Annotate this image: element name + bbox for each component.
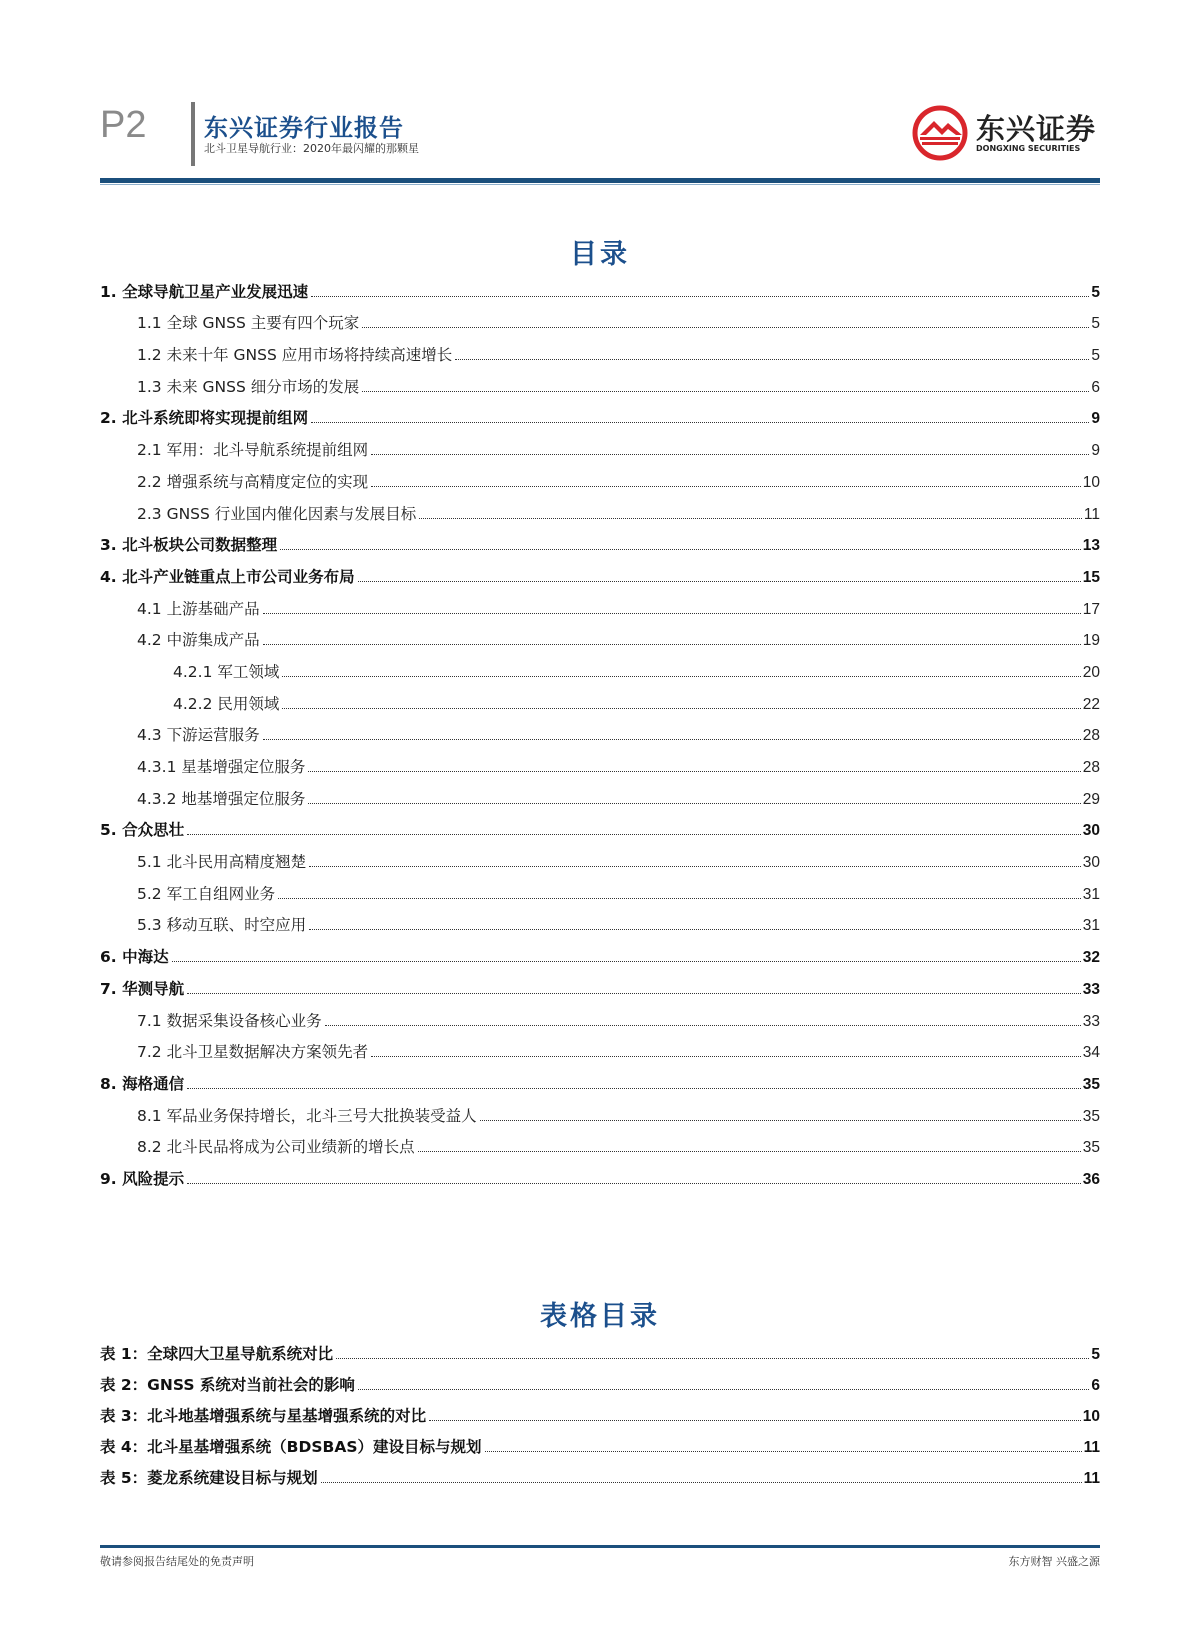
toc-entry[interactable] [100,714,1100,746]
header-rule-thin [100,184,1100,185]
toc-entry[interactable] [100,872,1100,904]
entry-page-number: 30 [1082,854,1100,872]
entry-page-number: 20 [1082,663,1100,681]
dot-leader [308,803,1080,804]
dot-leader [172,961,1081,962]
logo-en-text: DONGXING SECURITIES [976,143,1081,153]
entry-label: 9. 风险提示 [100,1169,185,1188]
entry-label: 表 2：GNSS 系统对当前社会的影响 [100,1376,355,1394]
entry-page-number: 31 [1082,885,1100,903]
entry-page-number: 35 [1082,1139,1100,1157]
entry-label: 5.1 北斗民用高精度翘楚 [137,853,307,872]
toc-entry[interactable] [100,650,1100,682]
entry-label: 4.2.1 军工领域 [173,662,280,681]
table-entry[interactable] [100,1426,1100,1457]
dot-leader [371,454,1089,455]
dot-leader [280,549,1081,550]
entry-label: 5. 合众思壮 [100,821,185,840]
entry-label: 8. 海格通信 [100,1074,185,1093]
header-rule [100,178,1100,183]
toc-entry[interactable] [100,840,1100,872]
entry-label: 4.3.2 地基增强定位服务 [137,789,306,808]
entry-page-number: 15 [1082,568,1100,586]
toc-entry[interactable] [100,967,1100,999]
toc-entry[interactable] [100,1031,1100,1063]
dot-leader [311,296,1089,297]
tables-toc-title: 表格目录 [540,1301,660,1332]
company-logo [912,105,1096,161]
dot-leader [263,644,1081,645]
dot-leader [480,1120,1081,1121]
entry-label: 4.1 上游基础产品 [137,599,260,618]
entry-label: 5.3 移动互联、时空应用 [137,916,307,935]
dot-leader [263,739,1081,740]
dot-leader [362,327,1089,328]
entry-page-number: 33 [1082,1012,1100,1030]
entry-page-number: 28 [1082,727,1100,745]
footer-rule [100,1545,1100,1548]
entry-label: 1.3 未来 GNSS 细分市场的发展 [137,377,360,396]
entry-label: 6. 中海达 [100,948,169,967]
toc-entry[interactable] [100,1157,1100,1189]
dot-leader [371,1056,1081,1057]
toc-entry[interactable] [100,619,1100,651]
dot-leader [187,834,1081,835]
toc-entry[interactable] [100,587,1100,619]
toc-title: 目录 [570,239,630,270]
entry-label: 7.2 北斗卫星数据解决方案领先者 [137,1043,369,1062]
entry-page-number: 9 [1091,442,1100,460]
entry-label: 4.2 中游集成产品 [137,631,260,650]
entry-page-number: 35 [1082,1075,1100,1093]
entry-page-number: 9 [1091,410,1100,428]
entry-page-number: 6 [1091,378,1100,396]
entry-page-number: 30 [1082,822,1100,840]
entry-page-number: 11 [1083,1470,1100,1487]
dot-leader [455,359,1089,360]
toc-entry[interactable] [100,524,1100,556]
entry-label: 2.2 增强系统与高精度定位的实现 [137,472,369,491]
dot-leader [429,1420,1081,1421]
entry-page-number: 33 [1082,980,1100,998]
toc-entry[interactable] [100,999,1100,1031]
logo-emblem-icon [912,105,968,161]
toc-entry[interactable] [100,460,1100,492]
header-divider [191,102,195,166]
entry-label: 7.1 数据采集设备核心业务 [137,1011,322,1030]
entry-label: 表 3：北斗地基增强系统与星基增强系统的对比 [100,1407,427,1425]
entry-label: 表 4：北斗星基增强系统（BDSBAS）建设目标与规划 [100,1438,482,1456]
toc-entry[interactable] [100,270,1100,302]
entry-page-number: 5 [1091,283,1100,301]
toc-entry[interactable] [100,935,1100,967]
toc-entry[interactable] [100,1094,1100,1126]
toc-entry[interactable] [100,682,1100,714]
dot-leader [321,1482,1082,1483]
entry-page-number: 28 [1082,759,1100,776]
entry-page-number: 10 [1082,1408,1100,1425]
entry-page-number: 36 [1082,1170,1100,1188]
logo-cn-text: 东兴证券 [976,111,1097,146]
toc-entry[interactable] [100,809,1100,841]
entry-label: 4.3.1 星基增强定位服务 [137,758,306,776]
entry-page-number: 32 [1082,949,1100,967]
entry-label: 表 1：全球四大卫星导航系统对比 [100,1345,334,1363]
entry-page-number: 22 [1082,695,1100,713]
dot-leader [358,581,1081,582]
dot-leader [358,1389,1089,1390]
dot-leader [309,929,1081,930]
toc-entry[interactable] [100,302,1100,334]
toc-entry[interactable] [100,777,1100,809]
entry-page-number: 5 [1091,315,1100,333]
entry-label: 4.3 下游运营服务 [137,726,260,745]
table-of-contents [100,270,1100,1189]
entry-page-number: 35 [1082,1107,1100,1125]
dot-leader [418,1151,1081,1152]
dot-leader [485,1451,1082,1452]
entry-page-number: 31 [1082,917,1100,935]
toc-entry[interactable] [100,365,1100,397]
entry-page-number: 6 [1091,1377,1100,1394]
entry-label: 8.1 军品业务保持增长，北斗三号大批换装受益人 [137,1106,477,1125]
dot-leader [308,771,1080,772]
dot-leader [278,898,1081,899]
toc-entry[interactable] [100,1126,1100,1158]
dot-leader [309,866,1081,867]
entry-label: 2.3 GNSS 行业国内催化因素与发展目标 [137,504,417,523]
table-entry[interactable] [100,1457,1100,1488]
entry-page-number: 11 [1083,505,1100,523]
page-label: P2 [100,104,147,146]
table-entry[interactable] [100,1333,1100,1364]
table-entry[interactable] [100,1395,1100,1426]
entry-label: 2.1 军用：北斗导航系统提前组网 [137,441,369,460]
entry-label: 5.2 军工自组网业务 [137,884,276,903]
toc-entry[interactable] [100,428,1100,460]
toc-entry[interactable] [100,397,1100,429]
entry-page-number: 5 [1091,1346,1100,1363]
entry-label: 1. 全球导航卫星产业发展迅速 [100,282,309,301]
toc-entry[interactable] [100,555,1100,587]
entry-label: 表 5：菱龙系统建设目标与规划 [100,1469,318,1487]
entry-label: 4.2.2 民用领域 [173,694,280,713]
dot-leader [187,993,1081,994]
dot-leader [336,1358,1089,1359]
footer-disclaimer: 敬请参阅报告结尾处的免责声明 [100,1555,254,1568]
entry-page-number: 17 [1082,600,1100,618]
entry-label: 2. 北斗系统即将实现提前组网 [100,409,309,428]
entry-label: 1.1 全球 GNSS 主要有四个玩家 [137,314,360,333]
toc-entry[interactable] [100,333,1100,365]
dot-leader [263,613,1081,614]
dot-leader [187,1183,1081,1184]
entry-page-number: 11 [1083,1439,1100,1456]
entry-page-number: 34 [1082,1044,1100,1062]
table-entry[interactable] [100,1364,1100,1395]
entry-label: 4. 北斗产业链重点上市公司业务布局 [100,567,355,586]
entry-page-number: 29 [1082,790,1100,808]
toc-entry[interactable] [100,492,1100,524]
entry-page-number: 10 [1082,473,1100,491]
report-subtitle: 北斗卫星导航行业：2020年最闪耀的那颗星 [204,142,419,155]
entry-label: 7. 华测导航 [100,979,185,998]
dot-leader [311,422,1089,423]
dot-leader [362,391,1089,392]
dot-leader [371,486,1081,487]
dot-leader [282,676,1080,677]
entry-page-number: 19 [1082,632,1100,650]
toc-entry[interactable] [100,1062,1100,1094]
toc-entry[interactable] [100,904,1100,936]
dot-leader [282,708,1080,709]
entry-label: 1.2 未来十年 GNSS 应用市场将持续高速增长 [137,346,453,365]
tables-list [100,1333,1100,1488]
dot-leader [187,1088,1081,1089]
report-title: 东兴证券行业报告 [204,114,404,142]
entry-page-number: 5 [1091,347,1100,365]
dot-leader [325,1025,1081,1026]
entry-label: 8.2 北斗民品将成为公司业绩新的增长点 [137,1138,415,1157]
footer-slogan: 东方财智 兴盛之源 [1008,1555,1100,1568]
entry-page-number: 13 [1082,537,1100,555]
entry-label: 3. 北斗板块公司数据整理 [100,536,278,555]
dot-leader [419,518,1082,519]
toc-entry[interactable] [100,745,1100,777]
